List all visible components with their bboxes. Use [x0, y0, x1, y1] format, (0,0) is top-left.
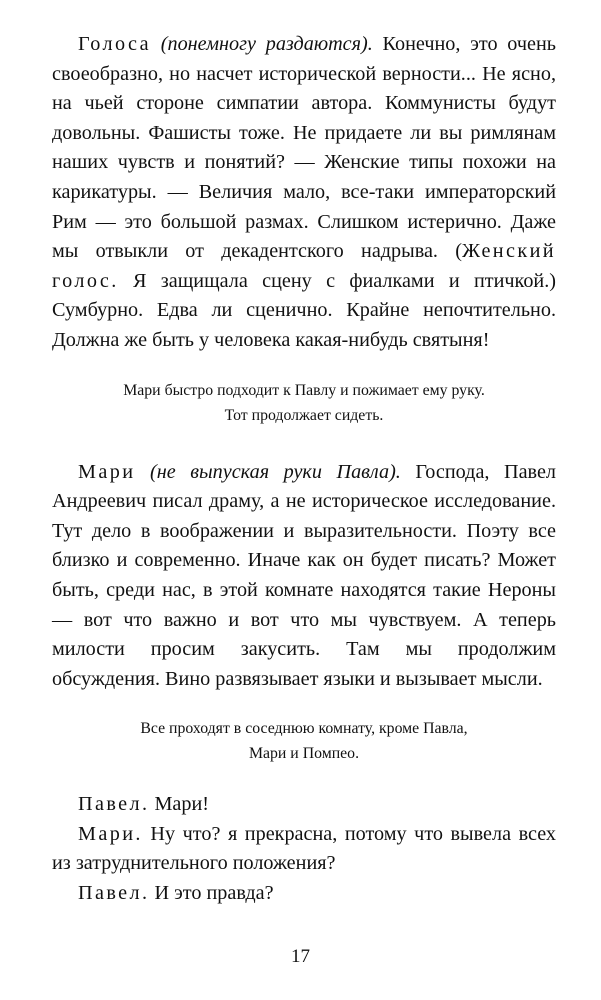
stage-line: Все проходят в соседнюю комнату, кроме Павла, — [140, 720, 468, 738]
dialogue-text: Ну что? я прекрасна, потому что вывела всех из затруднительного положения? — [52, 822, 556, 875]
stage-line: Мари и Помпео. — [248, 745, 360, 763]
dialogue-line — [52, 820, 556, 879]
paragraph-text: Господа, Павел Андреевич писал драму, а не историческое исследование. Тут дело в воображении и выразительности. Поэту все близко и современно. Иначе как он будет писать? Может быть, среди нас, в этой комнате находятся такие Нероны — вот что важно и вот что мы чувствуем. А теперь милости просим закусить. Там мы продолжим обсуждения. Вино развязывает языки и вызывает мысли. — [52, 460, 556, 690]
paragraph-voices — [52, 30, 556, 356]
paragraph-text: Я защищала сцену с фиалками и птичкой.) Сумбурно. Едва ли сценично. Крайне непочтительно. Должна же быть у человека какая-нибудь святыня! — [52, 269, 556, 351]
dialogue-block — [52, 790, 556, 908]
stage-direction-block — [52, 716, 556, 766]
dialogue-line — [52, 879, 556, 909]
dialogue-text: И это правда? — [149, 882, 274, 905]
stage-line: Мари быстро подходит к Павлу и пожимает ему руку. — [123, 381, 485, 399]
stage-direction: (понемногу раздаются). — [160, 33, 373, 55]
stage-direction-block — [52, 378, 556, 428]
stage-direction: (не выпуская руки Павла). — [149, 460, 401, 483]
speaker-name: Мари. — [78, 822, 143, 845]
stage-line: Тот продолжает сидеть. — [224, 406, 384, 424]
speaker-name: Павел. — [78, 882, 150, 905]
book-page — [52, 30, 556, 909]
paragraph-text: Конечно, это очень своеобразно, но насчет исторической верности... Не ясно, на чьей стороне симпатии автора. Коммунисты будут довольны. Фашисты тоже. Не придаете ли вы римлянам наших чувств и понятий? — Женские типы похожи на карикатуры. — Величия мало, все-таки императорский Рим — это большой размах. Слишком истерично. Даже мы отвыкли от декадентского надрыва. ( — [52, 33, 556, 263]
dialogue-line — [52, 790, 556, 820]
paragraph-mari — [52, 458, 556, 695]
speaker-name: Мари — [78, 460, 136, 483]
dialogue-text: Мари! — [149, 793, 210, 816]
inner-speaker-name: Женский голос. — [52, 240, 556, 292]
speaker-name: Павел. — [78, 793, 150, 816]
speaker-name: Голоса — [78, 33, 151, 55]
page-number: 17 — [291, 946, 310, 967]
